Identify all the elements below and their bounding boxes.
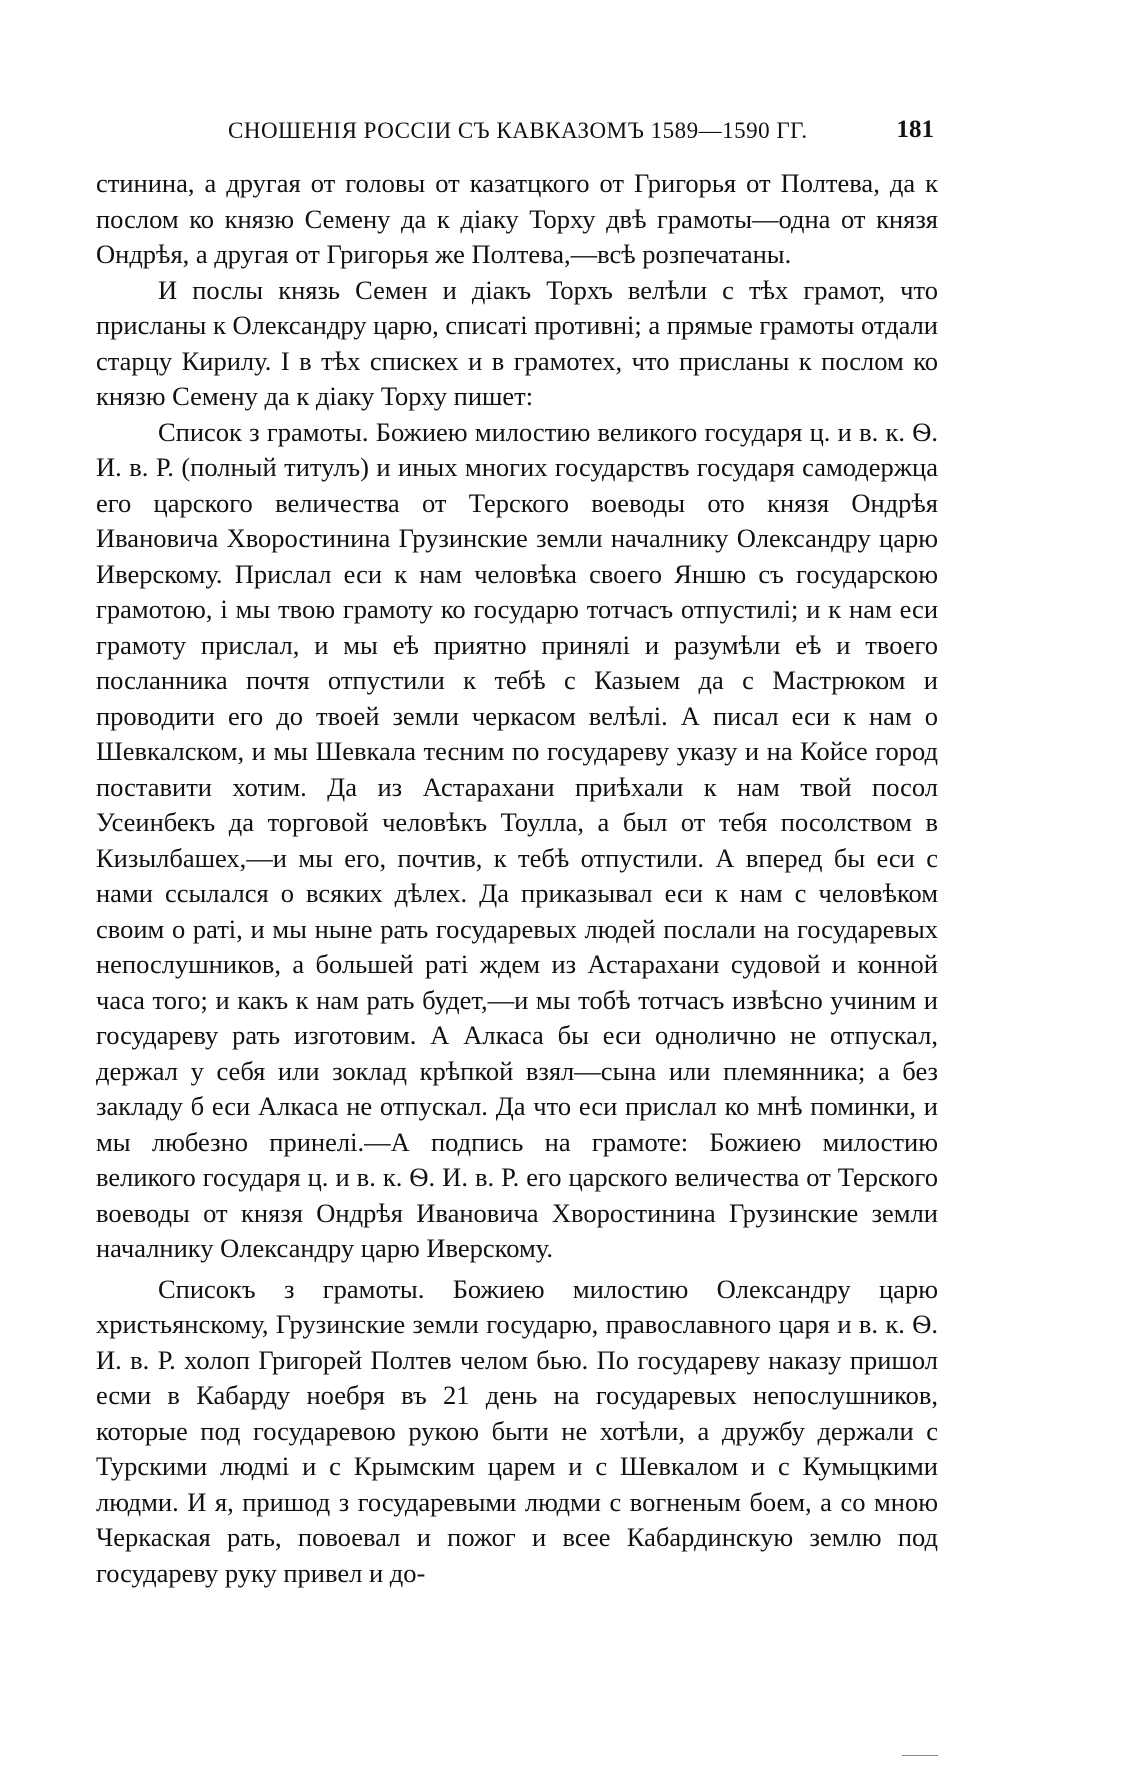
body-text bbox=[96, 166, 938, 1591]
running-title: СНОШЕНІЯ РОССІИ СЪ КАВКАЗОМЪ 1589—1590 ГГ. bbox=[228, 118, 808, 143]
running-head bbox=[96, 118, 938, 148]
page-number: 181 bbox=[896, 116, 934, 143]
paragraph-4: Списокъ з грамоты. Божиею милостию Олександру царю христьянскому, Грузинские земли государю, православного царя и в. к. Ѳ. И. в. Р. холоп Григорей Полтев челом бью. По государеву наказу пришол есми в Кабарду ноебря въ 21 день на государевых непослушников, которые под государевою рукою быти не хотѣли, а дружбу держали с Турскими людмі и с Крымским царем и с Шевкалом и с Кумыцкими людми. И я, пришод з государевыми людми с вогненым боем, а со мною Черкаская рать, повоевал и пожог и всее Кабардинскую землю под государеву руку привел и до- bbox=[96, 1273, 938, 1588]
footer-rule bbox=[902, 1755, 938, 1756]
paragraph-3: Список з грамоты. Божиею милостию великого государя ц. и в. к. Ѳ. И. в. Р. (полный титулъ) и иных многих государствъ государя самодержца его царского величества от Терского воеводы ото князя Ондрѣя Ивановича Хворостинина Грузинские земли началнику Олександру царю Иверскому. Прислал еси к нам человѣка своего Яншю съ государскою грамотою, і мы твою грамоту ко государю тотчасъ отпустилі; и к нам еси грамоту прислал, и мы еѣ приятно принялі и разумѣли еѣ и твоего посланника почтя отпустили к тебѣ с Казыем да с Мастрюком и проводити его до твоей земли черкасом велѣлі. А писал еси к нам о Шевкалском, и мы Шевкала тесним по государеву указу и на Койсе город поставити хотим. Да из Астарахани приѣхали к нам твой посол Усеинбекъ да торговой человѣкъ Тоулла, а был от тебя посолством в Кизылбашех,—и мы его, почтив, к тебѣ отпустили. А вперед бы еси с нами ссылался о всяких дѣлех. Да приказывал еси к нам с человѣком своим о раті, и мы ныне рать государевых людей послали на государевых непослушников, а большей раті ждем из Астарахани судовой и конной часа того; и какъ к нам рать будет,—и мы тобѣ тотчасъ извѣсно учиним и государеву рать изготовим. А Алкаса бы еси однолично не отпускал, держал у себя или зоклад крѣпкой взял—сына или племянника; а без закладу б еси Алкаса не отпускал. Да что еси прислал ко мнѣ поминки, и мы любезно принелі.—А подпись на грамоте: Божиею милостию великого государя ц. и в. к. Ѳ. И. в. Р. его царского величества от Терского воеводы от князя Ондрѣя Ивановича Хворостинина Грузинские земли началнику Олександру царю Иверскому. bbox=[96, 416, 938, 1263]
paragraph-1: стинина, а другая от головы от казатцкого от Григорья от Полтева, да к послом ко князю Семену да к діаку Торху двѣ грамоты—одна от князя Ондрѣя, а другая от Григорья же Полтева,—всѣ розпечатаны. bbox=[96, 168, 938, 269]
paragraph-2: И послы князь Семен и діакъ Торхъ велѣли с тѣх грамот, что присланы к Олександру царю, списаті противні; а прямые грамоты отдали старцу Кирилу. І в тѣх спискех и в грамотех, что присланы к послом ко князю Семену да к діаку Торху пишет: bbox=[96, 274, 938, 411]
